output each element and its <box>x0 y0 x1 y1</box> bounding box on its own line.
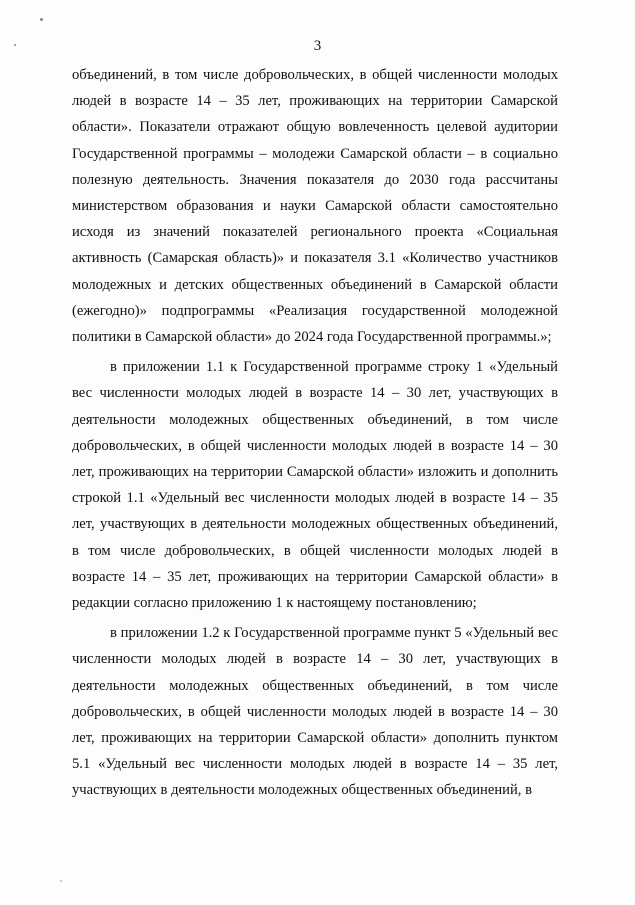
scan-speck <box>60 880 62 882</box>
document-body <box>72 62 558 804</box>
scan-speck <box>40 18 43 21</box>
page-number: 3 <box>313 38 322 54</box>
paragraph-1: объединений, в том числе добровольческих, в общей численности молодых людей в возрасте 14 – 35 лет, проживающих на территории Самарской области». Показатели отражают общую вовлеченность целевой аудитории Государственной программы – молодежи Самарской области – в социально полезную деятельность. Значения показателя до 2030 года рассчитаны министерством образования и науки Самарской области самостоятельно исходя из значений показателей регионального проекта «Социальная активность (Самарская область)» и показателя 3.1 «Количество участников молодежных и детских общественных объединений в Самарской области (ежегодно)» подпрограммы «Реализация государственной молодежной политики в Самарской области» до 2024 года Государственной программы.»; <box>72 67 558 346</box>
paragraph-3: в приложении 1.2 к Государственной программе пункт 5 «Удельный вес численности молодых людей в возрасте 14 – 30 лет, участвующих в деятельности молодежных общественных объединений, в том числе добровольческих, в общей численности молодых людей в возрасте 14 – 30 лет, проживающих на территории Самарской области» дополнить пунктом 5.1 «Удельный вес численности молодых людей в возрасте 14 – 35 лет, участвующих в деятельности молодежных общественных объединений, в <box>72 625 558 799</box>
paragraph-2: в приложении 1.1 к Государственной программе строку 1 «Удельный вес численности молодых людей в возрасте 14 – 30 лет, участвующих в деятельности молодежных общественных объединений, в том числе добровольческих, в общей численности молодых людей в возрасте 14 – 30 лет, проживающих на территории Самарской области» изложить и дополнить строкой 1.1 «Удельный вес численности молодых людей в возрасте 14 – 35 лет, участвующих в деятельности молодежных общественных объединений, в том числе добровольческих, в общей численности молодых людей в возрасте 14 – 35 лет, проживающих на территории Самарской области» в редакции согласно приложению 1 к настоящему постановлению; <box>72 359 558 612</box>
